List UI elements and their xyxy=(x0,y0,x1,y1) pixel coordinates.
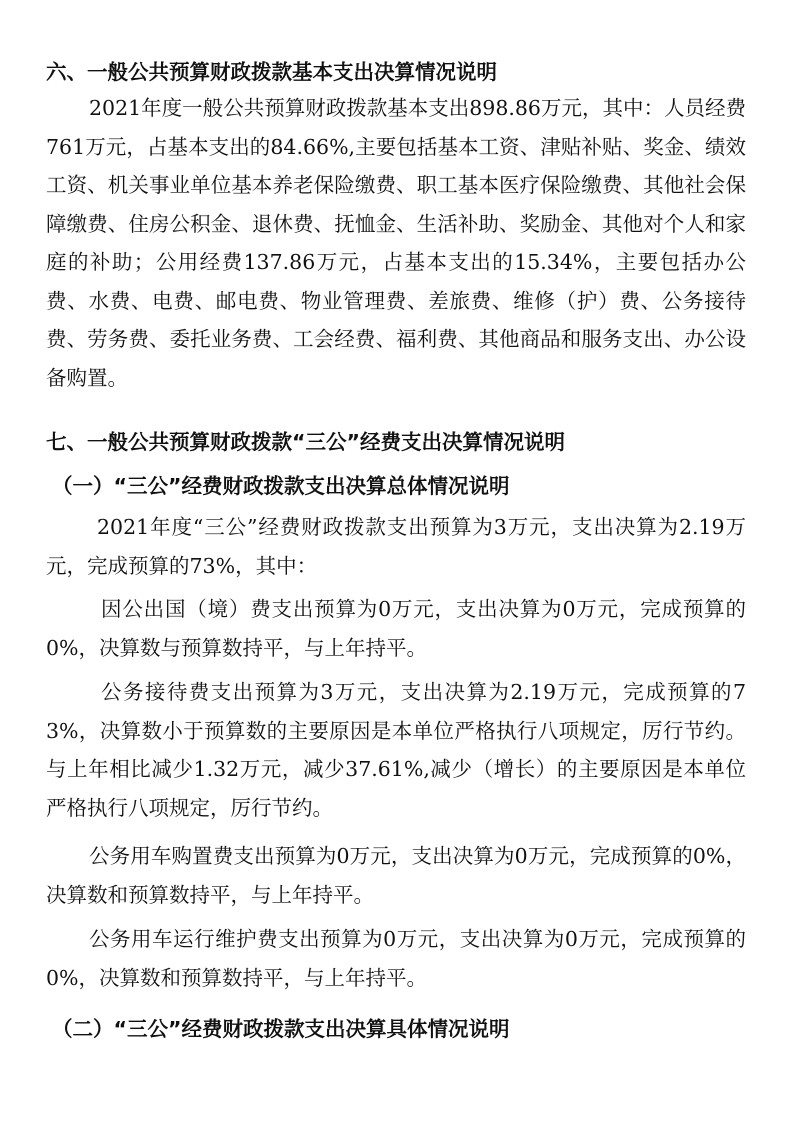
vehicle-purchase-paragraph: 公务用车购置费支出预算为0万元，支出决算为0万元，完成预算的0%，决算数和预算数持平，与上年持平。 xyxy=(46,844,746,907)
abroad-expense-paragraph: 因公出国（境）费支出预算为0万元，支出决算为0万元，完成预算的0%，决算数与预算数持平，与上年持平。 xyxy=(46,597,746,660)
section-6-heading: 六、一般公共预算财政拨款基本支出决算情况说明 xyxy=(46,60,497,84)
overall-paragraph: 2021年度“三公”经费财政拨款支出预算为3万元，支出决算为2.19万元，完成预算的73%，其中： xyxy=(46,515,746,578)
section-7-heading: 七、一般公共预算财政拨款“三公”经费支出决算情况说明 xyxy=(46,430,565,454)
section-7-2-heading: （二）“三公”经费财政拨款支出决算具体情况说明 xyxy=(52,1017,510,1041)
vehicle-operation-paragraph: 公务用车运行维护费支出预算为0万元，支出决算为0万元，完成预算的0%，决算数和预算数持平，与上年持平。 xyxy=(46,927,746,990)
section-7-1-heading: （一）“三公”经费财政拨款支出决算总体情况说明 xyxy=(52,474,510,498)
reception-expense-paragraph: 公务接待费支出预算为3万元，支出决算为2.19万元，完成预算的73%，决算数小于预算数的主要原因是本单位严格执行八项规定，厉行节约。与上年相比减少1.32万元，减少37.61%,减少（增长）的主要原因是本单位严格执行八项规定，厉行节约。 xyxy=(46,680,746,820)
section-6-paragraph: 2021年度一般公共预算财政拨款基本支出898.86万元，其中：人员经费761万元，占基本支出的84.66%,主要包括基本工资、津贴补贴、奖金、绩效工资、机关事业单位基本养老保险缴费、职工基本医疗保险缴费、其他社会保障缴费、住房公积金、退休费、抚恤金、生活补助、奖励金、其他对个人和家庭的补助；公用经费137.86万元，占基本支出的15.34%，主要包括办公费、水费、电费、邮电费、物业管理费、差旅费、维修（护）费、公务接待费、劳务费、委托业务费、工会经费、福利费、其他商品和服务支出、办公设备购置。 xyxy=(46,96,746,390)
